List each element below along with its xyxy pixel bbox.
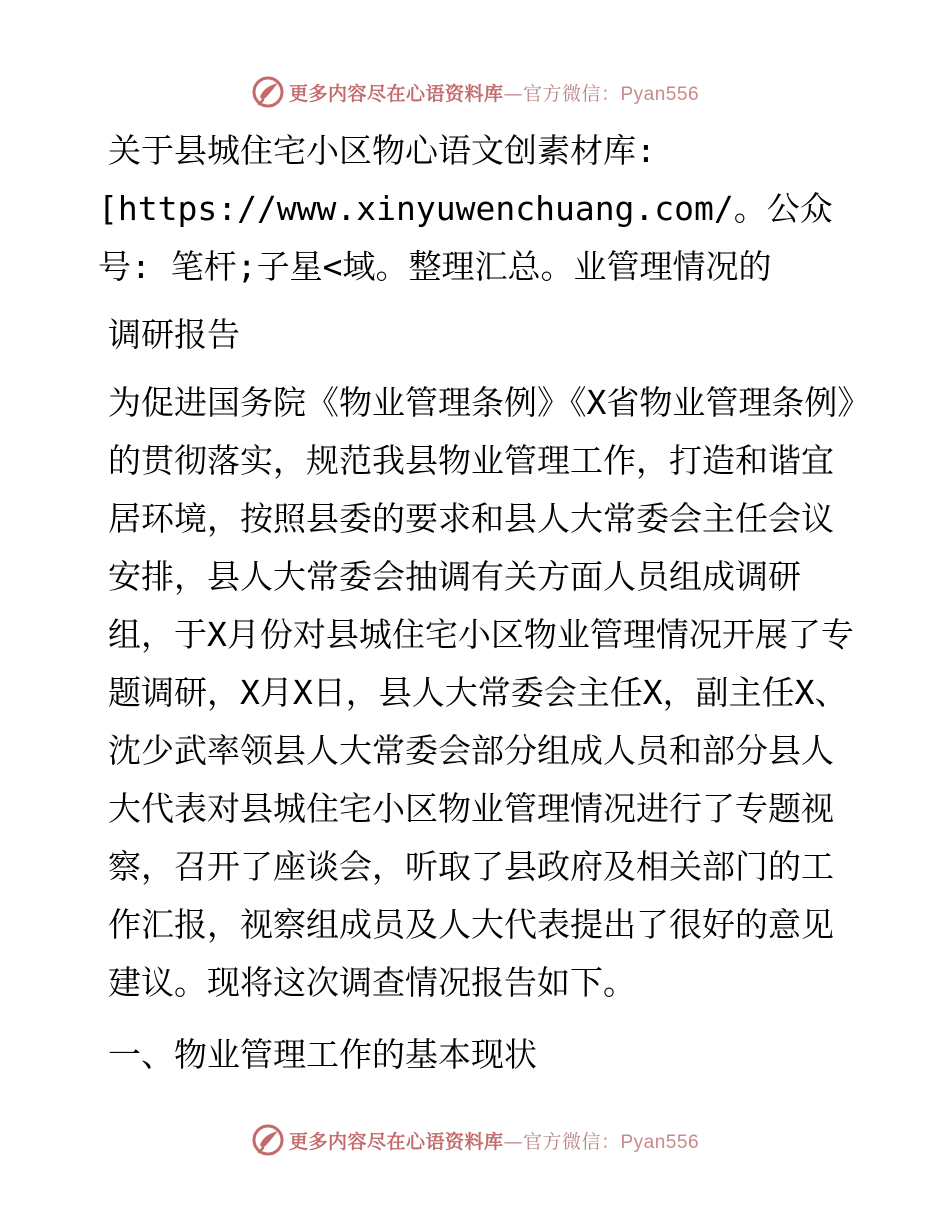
title-line-3: 调研报告 <box>108 315 240 354</box>
title-line-2: [https://www.xinyuwenchuang.com/。公众号: 笔杆;子星<域。整理汇总。业管理情况的 <box>98 189 833 286</box>
watermark-main: 更多内容尽在心语资料库 <box>288 82 504 105</box>
logo-icon <box>251 1123 285 1157</box>
watermark-main: 更多内容尽在心语资料库 <box>288 1130 504 1153</box>
watermark-id: Pyan556 <box>620 83 700 105</box>
watermark-dash: —官方微信： <box>503 1130 621 1153</box>
document-body <box>98 122 858 1084</box>
logo-icon <box>251 75 285 109</box>
paragraph-1: 为促进国务院《物业管理条例》《X省物业管理条例》的贯彻落实，规范我县物业管理工作，打造和谐宜居环境，按照县委的要求和县人大常委会主任会议安排，县人大常委会抽调有关方面人员组成调研组，于X月份对县城住宅小区物业管理情况开展了专题调研，X月X日，县人大常委会主任X，副主任X、沈少武率领县人大常委会部分组成人员和部分县人大代表对县城住宅小区物业管理情况进行了专题视察，召开了座谈会，听取了县政府及相关部门的工作汇报，视察组成员及人大代表提出了很好的意见建议。现将这次调查情况报告如下。 <box>108 383 854 1002</box>
watermark-banner-top <box>0 72 950 112</box>
watermark-text <box>289 79 699 106</box>
watermark-text <box>289 1127 699 1154</box>
watermark-id: Pyan556 <box>620 1131 700 1153</box>
section-heading-1: 一、物业管理工作的基本现状 <box>108 1035 537 1074</box>
watermark-dash: —官方微信： <box>503 82 621 105</box>
title-line-1: 关于县城住宅小区物心语文创素材库: <box>108 131 656 170</box>
watermark-banner-bottom <box>0 1120 950 1160</box>
